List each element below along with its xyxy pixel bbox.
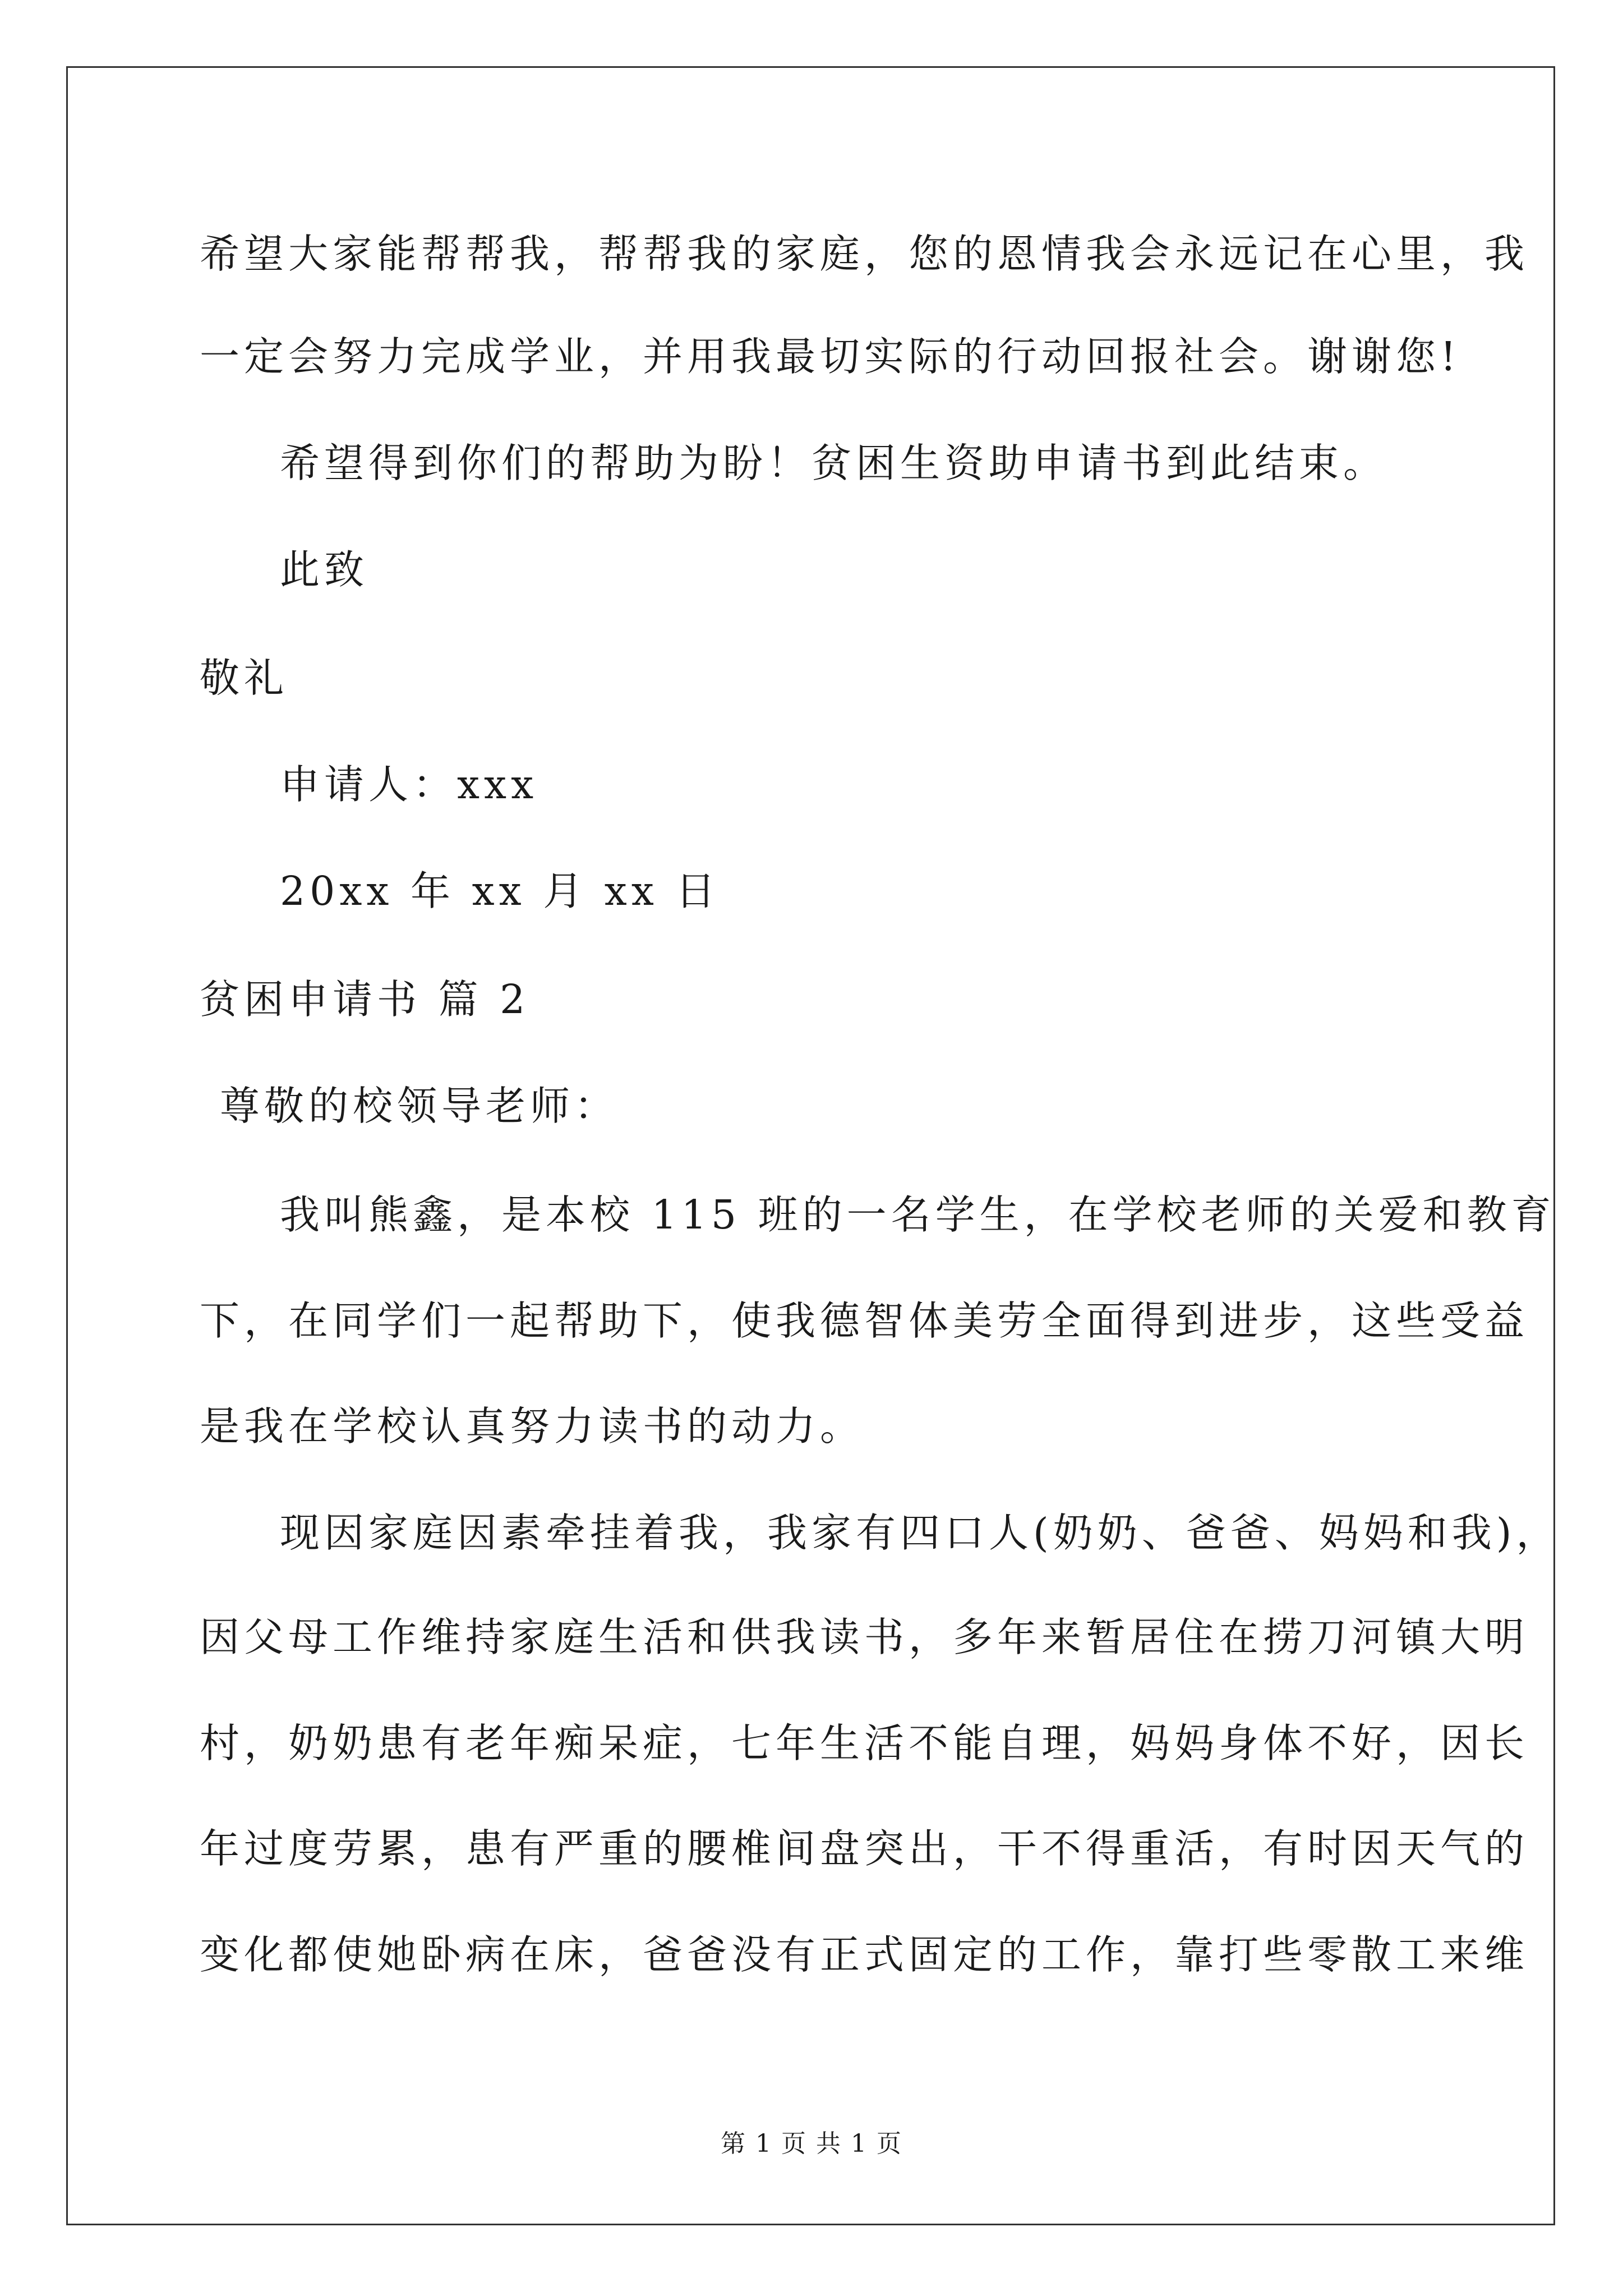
paragraph-line: 是我在学校认真努力读书的动力。 xyxy=(200,1403,865,1450)
paragraph-line: 村，奶奶患有老年痴呆症，七年生活不能自理，妈妈身体不好，因长 xyxy=(200,1720,1529,1766)
section-heading: 贫困申请书 篇 2 xyxy=(200,976,530,1023)
page-footer: 第 1 页 共 1 页 xyxy=(721,2129,902,2158)
closing-salutation: 敬礼 xyxy=(200,655,289,701)
page-border xyxy=(66,66,1555,2225)
paragraph-line: 变化都使她卧病在床，爸爸没有正式固定的工作，靠打些零散工来维 xyxy=(200,1931,1529,1978)
applicant-signature: 申请人：xxx xyxy=(280,761,538,808)
paragraph-line: 年过度劳累，患有严重的腰椎间盘突出，干不得重活，有时因天气的 xyxy=(200,1825,1529,1872)
paragraph-line: 下，在同学们一起帮助下，使我德智体美劳全面得到进步，这些受益 xyxy=(200,1297,1529,1344)
paragraph-line: 现因家庭因素牵挂着我，我家有四口人(奶奶、爸爸、妈妈和我)， xyxy=(280,1510,1561,1556)
paragraph-line: 希望得到你们的帮助为盼！贫困生资助申请书到此结束。 xyxy=(280,440,1388,486)
paragraph-line: 希望大家能帮帮我，帮帮我的家庭，您的恩情我会永远记在心里，我 xyxy=(200,231,1529,277)
paragraph-line: 因父母工作维持家庭生活和供我读书，多年来暂居住在捞刀河镇大明 xyxy=(200,1614,1529,1660)
paragraph-line: 一定会努力完成学业，并用我最切实际的行动回报社会。谢谢您! xyxy=(200,333,1461,380)
letter-salutation: 尊敬的校领导老师： xyxy=(220,1083,619,1129)
closing-phrase: 此致 xyxy=(280,546,369,593)
paragraph-line: 我叫熊鑫，是本校 115 班的一名学生，在学校老师的关爱和教育 xyxy=(280,1191,1556,1238)
date-line: 20xx 年 xx 月 xx 日 xyxy=(280,868,720,914)
